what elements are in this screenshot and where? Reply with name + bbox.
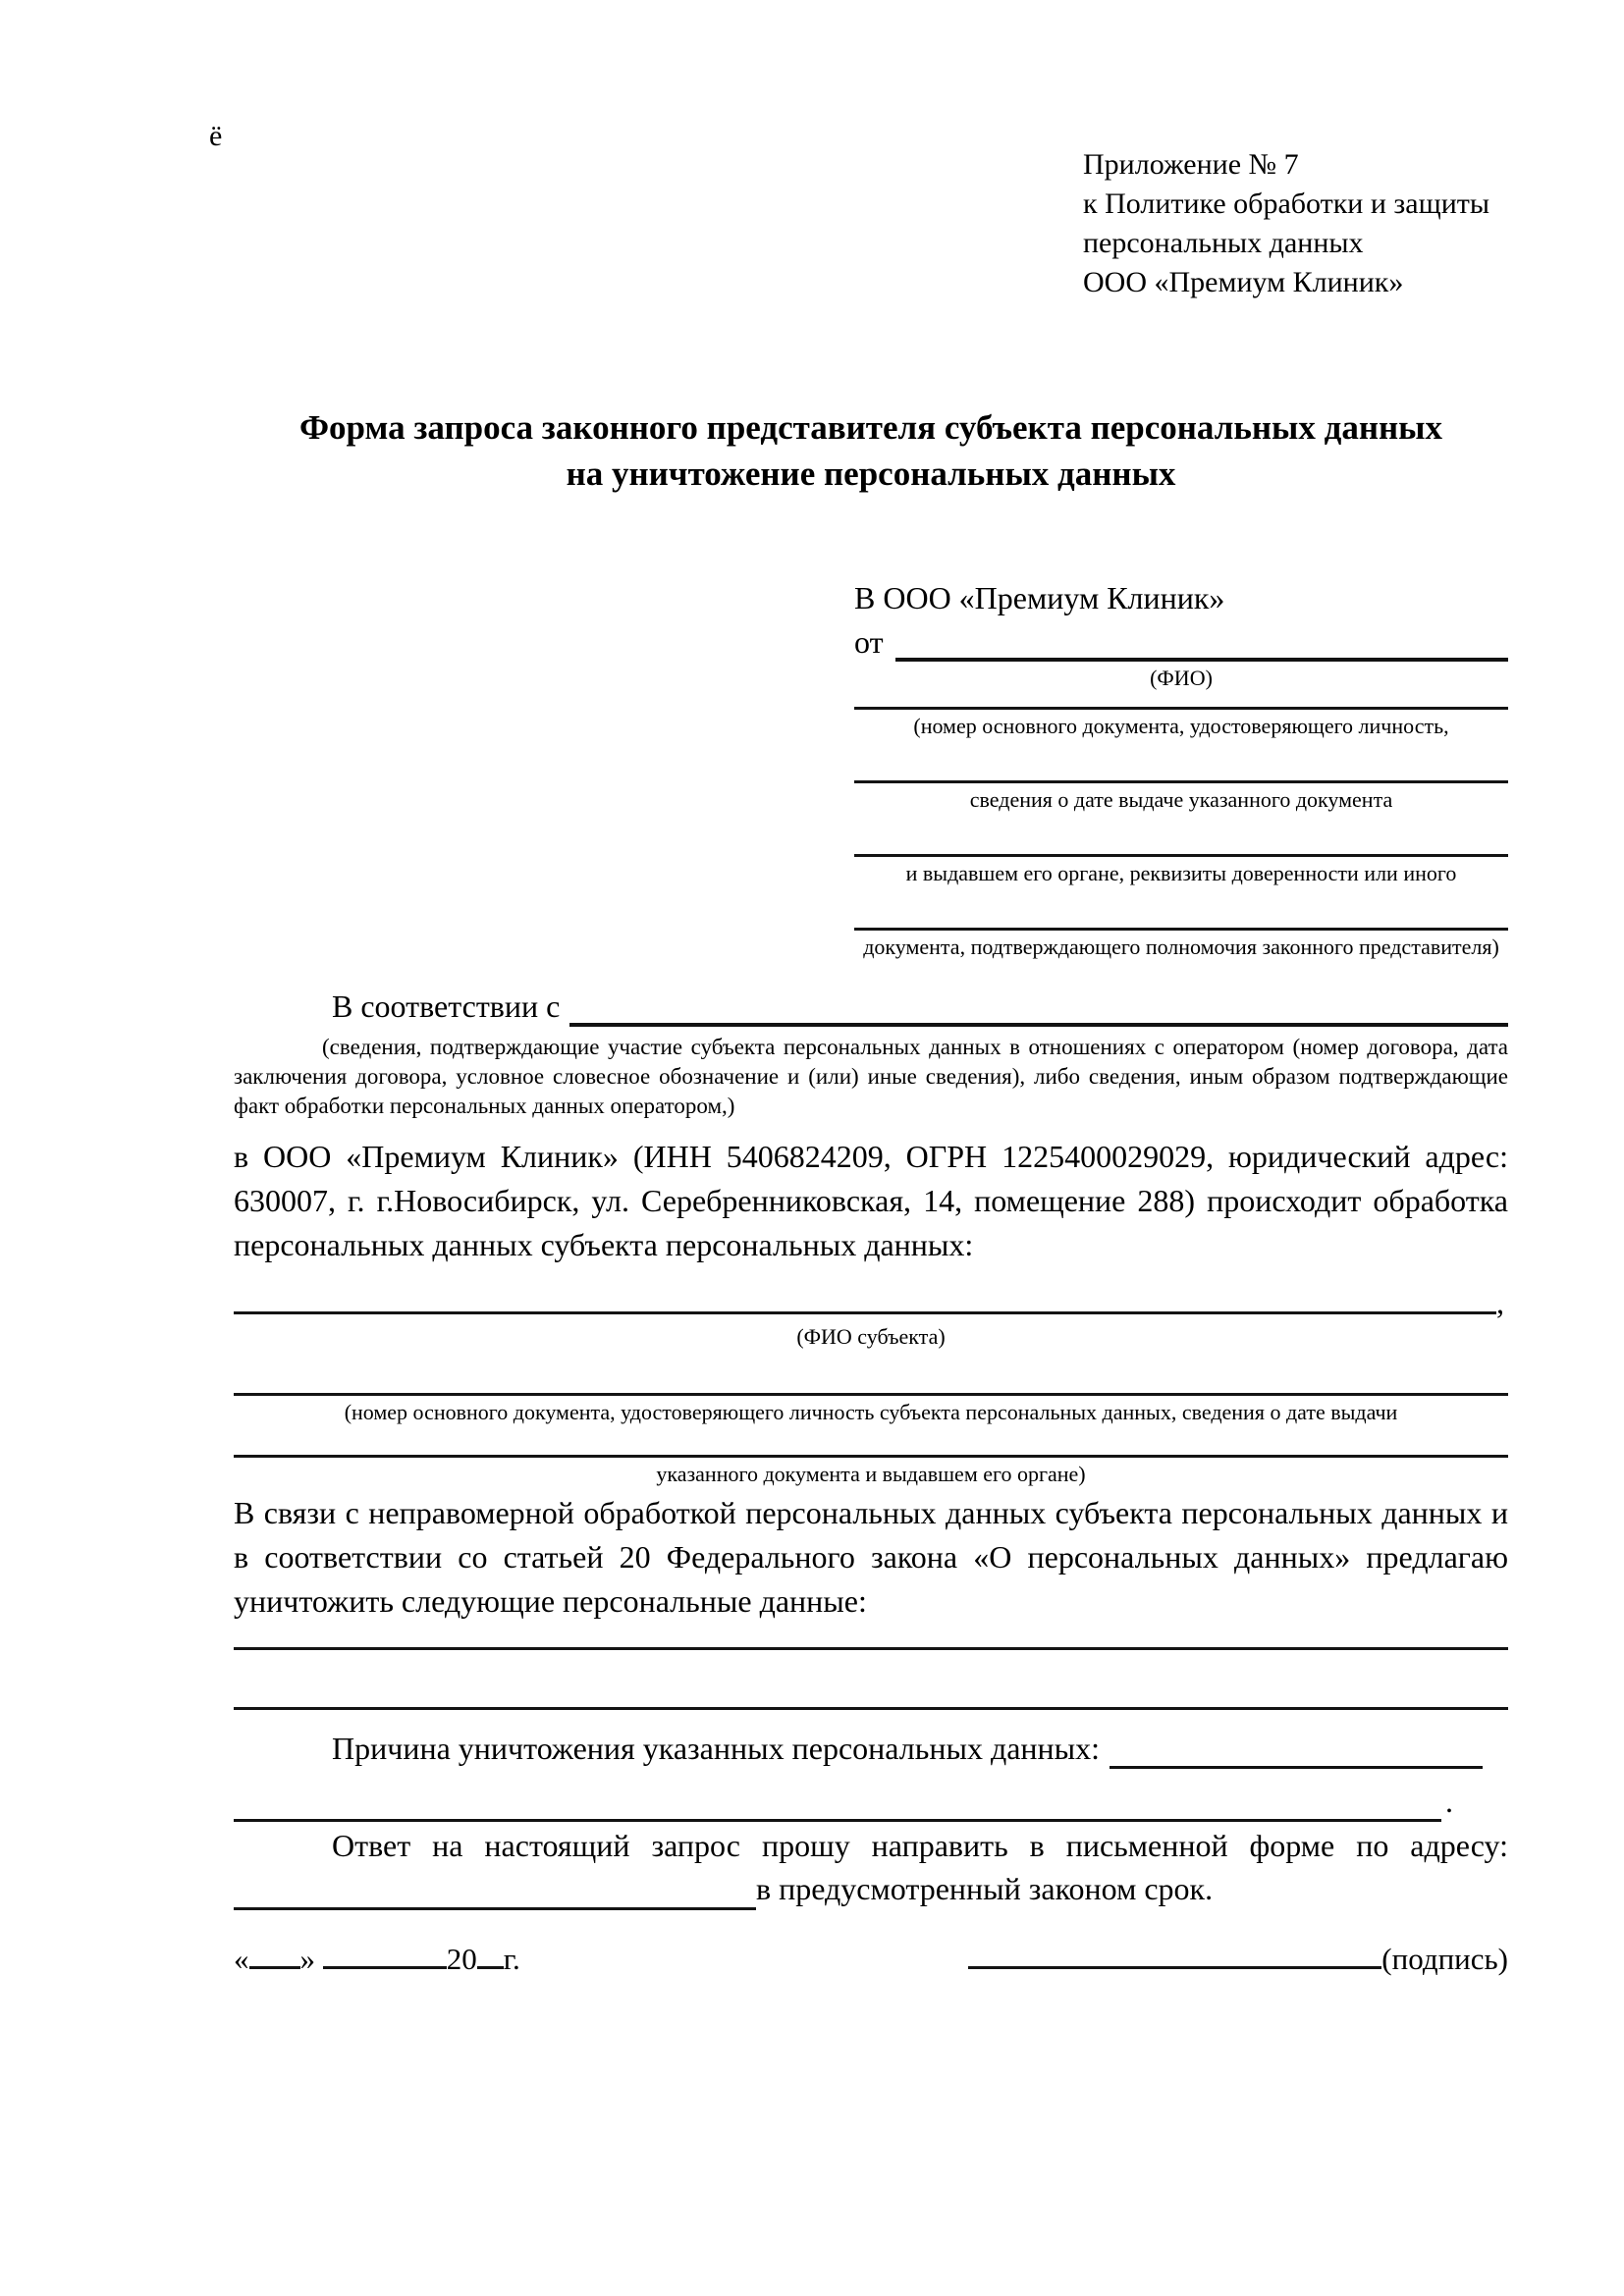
subject-document-caption: (номер основного документа, удостоверяющего личность субъекта персональных данных, сведения о дате выдачи <box>344 1400 1398 1424</box>
data-to-destroy-fill-line <box>234 1707 1508 1710</box>
accordance-row <box>234 986 1508 1027</box>
trailing-period: . <box>1445 1784 1453 1819</box>
fio-caption: (ФИО) <box>1150 666 1213 690</box>
field-caption: документа, подтверждающего полномочия законного представителя) <box>863 934 1499 959</box>
answer-tail-text: в предусмотренный законом срок. <box>756 1871 1214 1906</box>
data-to-destroy-fill-line <box>234 1647 1508 1650</box>
year-suffix: г. <box>503 1942 520 1976</box>
month-fill-line <box>323 1941 447 1969</box>
subject-document-fill-line <box>234 1393 1508 1396</box>
answer-tail-row <box>234 1867 1508 1910</box>
reason-fill-line <box>1110 1733 1483 1769</box>
appendix-line: к Политике обработки и защиты <box>1083 187 1490 220</box>
open-quote: « <box>234 1942 249 1976</box>
unlawful-processing-paragraph: В связи с неправомерной обработкой персональных данных субъекта персональных данных и в соответствии со статьей 20 Федерального закона «О персональных данных» предлагаю уничтожить следующие персональные данные: <box>234 1495 1508 1619</box>
signature-row <box>234 1940 1508 1979</box>
accordance-fill-line <box>569 989 1508 1027</box>
accordance-note: (сведения, подтверждающие участие субъекта персональных данных в отношениях с оператором (номер договора, дата заключения договора, условное словесное обозначение и (или) иные сведения), либо сведения, иным образом подтверждающие факт обработки персональных данных оператором,) <box>234 1035 1508 1118</box>
appendix-line: Приложение № 7 <box>1083 148 1299 181</box>
page-title-line-1: Форма запроса законного представителя субъекта персональных данных <box>299 408 1442 447</box>
year-prefix: 20 <box>446 1942 477 1976</box>
appendix-block <box>1083 145 1508 302</box>
stray-char: ё <box>209 120 223 152</box>
document-number-fill-line <box>854 707 1508 710</box>
field-caption: (номер основного документа, удостоверяющего личность, <box>913 714 1449 738</box>
answer-paragraph: Ответ на настоящий запрос прошу направить в письменной форме по адресу: <box>332 1828 1508 1863</box>
authority-document-fill-line <box>854 928 1508 931</box>
field-caption: и выдавшем его органе, реквизиты доверенности или иного <box>905 861 1457 885</box>
subject-authority-caption: указанного документа и выдавшем его органе) <box>656 1462 1086 1486</box>
issue-date-fill-line <box>854 780 1508 783</box>
from-label: от <box>854 624 884 660</box>
subject-authority-fill-line <box>234 1455 1508 1458</box>
issuing-authority-fill-line <box>854 854 1508 857</box>
reason-row <box>234 1728 1508 1769</box>
reason-continuation-row <box>234 1781 1508 1822</box>
subject-fio-row <box>234 1285 1508 1320</box>
fio-fill-line <box>895 624 1508 662</box>
operator-paragraph: в ООО «Премиум Клиник» (ИНН 5406824209, ОГРН 1225400029029, юридический адрес: 630007, г. г.Новосибирск, ул. Серебренниковская, 14, помещение 288) происходит обработка персональных данных субъекта персональных данных: <box>234 1139 1508 1262</box>
appendix-line: ООО «Премиум Клиник» <box>1083 266 1404 298</box>
subject-fio-caption: (ФИО субъекта) <box>796 1324 946 1349</box>
signature-caption: (подпись) <box>1381 1942 1508 1976</box>
subject-fio-fill-line <box>234 1311 1496 1314</box>
trailing-comma: , <box>1496 1285 1504 1320</box>
addressee-from-row <box>854 618 1508 662</box>
page-title-line-2: на уничтожение персональных данных <box>566 454 1176 493</box>
page-title <box>234 404 1508 497</box>
addressee-block <box>854 577 1508 960</box>
day-fill-line <box>249 1941 300 1969</box>
appendix-line: персональных данных <box>1083 227 1364 259</box>
reason-lead: Причина уничтожения указанных персональных данных: <box>332 1731 1101 1766</box>
signature-field <box>968 1940 1508 1979</box>
address-fill-line <box>234 1878 756 1910</box>
addressee-to: В ООО «Премиум Клиник» <box>854 580 1225 615</box>
reason-fill-line-2 <box>234 1786 1441 1822</box>
accordance-lead: В соответствии с <box>332 988 561 1024</box>
date-field <box>234 1940 520 1979</box>
close-quote: » <box>299 1942 315 1976</box>
field-caption: сведения о дате выдаче указанного документа <box>969 787 1393 812</box>
signature-fill-line <box>968 1941 1381 1969</box>
year-fill-line <box>477 1941 504 1969</box>
